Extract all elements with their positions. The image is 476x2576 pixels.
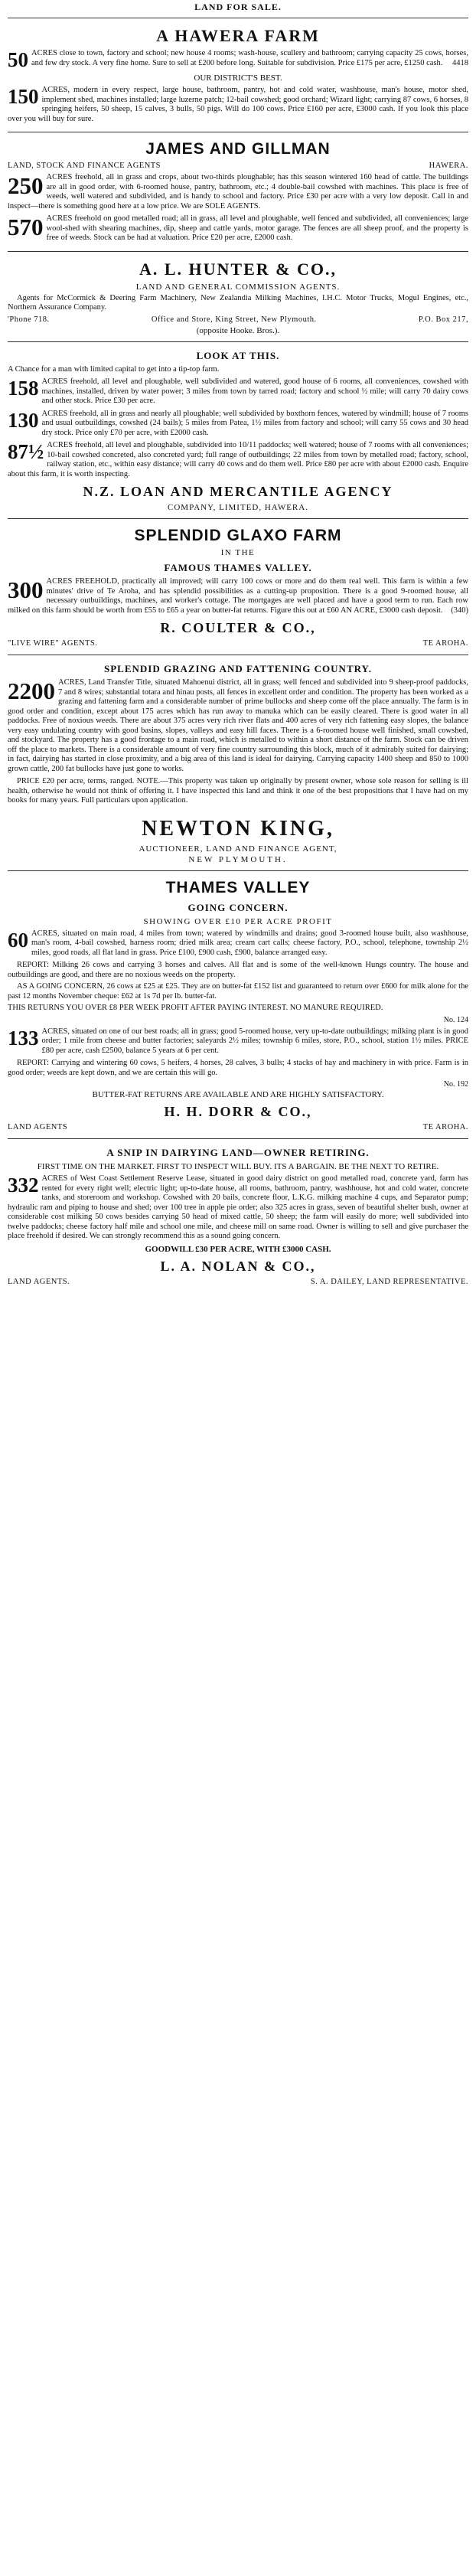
address-note: (opposite Hooke. Bros.). [196,325,280,335]
acreage-number: 570 [8,214,44,240]
listing-text: ACRES FREEHOLD, practically all improved; will carry 100 cows or more and do them real well. This farm is within a few minutes' drive of Te Aroha, and has splendid possibilities as a cutting-up proposition. There is a good 9-roomed house, all necessary outbuildings, machines, and worker's cottage. The mortgages are well placed and have a good term to run. Each row milked on this farm should be worth from £55 to £65 a year on butter-fat returns. Figure this out at £60 AN ACRE, £3000 cash deposit. [8,577,468,615]
sub-heading: OUR DISTRICT'S BEST. [194,73,282,83]
agent-row [8,1278,468,1286]
listing-text: ACRES freehold on good metalled road; all in grass, all level and ploughable, well fenced and subdivided, all conveniences; large wool-shed with shearing machines, dip, sheep and cattle yards, motor garage. The fences are all sheep proof, and the property is free of weeds. Stock can be had at valuation. Price £20 per acre, £2000 cash. [46,214,468,242]
listing [8,173,468,211]
agent-subtitle: LAND, STOCK AND FINANCE AGENTS [8,162,161,170]
butter-fat-note: BUTTER-FAT RETURNS ARE AVAILABLE AND ARE HIGHLY SATISFACTORY. [92,1090,384,1099]
acreage-number: 250 [8,172,44,199]
look-at-this-ad [8,342,468,520]
ad-subtitle: IN THE [220,548,256,557]
listing [8,929,468,958]
ad-title: THAMES VALLEY [165,878,311,896]
ad-intro: FIRST TIME ON THE MARKET. FIRST TO INSPECT WILL BUY. ITS A BARGAIN. BE THE NEXT TO RETIRE. [37,1162,439,1171]
agent-name: NEWTON KING, [142,816,334,841]
acreage-number: 130 [8,408,39,432]
acreage-number: 2200 [8,677,55,704]
agent-town: TE AROHA. [422,639,468,648]
acreage-number: 300 [8,576,44,603]
listing-ref: No. 192 [443,1080,468,1089]
agent-tagline: "LIVE WIRE" AGENTS. [8,639,98,648]
ad-subtitle: FAMOUS THAMES VALLEY. [164,562,312,573]
acreage-number: 150 [8,85,39,108]
ad-title: SPLENDID GRAZING AND FATTENING COUNTRY. [104,663,372,674]
listing [8,377,468,406]
agent-label: LAND AGENTS [8,1123,68,1131]
agency-name: N.Z. LOAN AND MERCANTILE AGENCY [83,484,393,499]
ad-tagline: SHOWING OVER £10 PER ACRE PROFIT [143,916,333,926]
ad-title: LOOK AT THIS. [196,349,280,361]
listing [8,49,468,70]
agent-town: HAWERA. [429,162,468,170]
office-address: Office and Store, King Street, New Plymouth. [151,315,317,324]
listing-text: ACRES freehold, all in grass and nearly all ploughable; well subdivided by boxthorn fences, watered by windmill; house of 7 rooms and usual outbuildings, cowshed (24 bails); 5 miles from Patea, 1½ miles from factory and school; will carry 55 cows and 30 head dry stock. Price only £70 per acre, with £2000 cash. [41,409,468,437]
ad-intro: A Chance for a man with limited capital to get into a tip-top farm. [8,364,220,374]
phone-number: 'Phone 718. [8,315,50,324]
ad-title: A SNIP IN DAIRYING LAND—OWNER RETIRING. [106,1147,370,1158]
agent-town: TE AROHA. [422,1123,468,1131]
agent-name: R. COULTER & CO., [160,620,316,635]
contact-row [8,315,468,324]
listing-ref: No. 124 [443,1015,468,1024]
listing [8,678,468,774]
listing-text: ACRES freehold, all in grass and crops, about two-thirds ploughable; has this season wintered 160 head of cattle. The buildings are all in good order, with 6-roomed house, pantry, bathroom, etc.; 4 double-bail cowshed with machines. This place is free of weeds, well watered and subdivided, and is handy to school and factory. Price £30 per acre with a very low deposit. Call in and inspect—there is something good here at a low price. We are SOLE AGENTS. [8,173,468,211]
agent-row [8,1123,468,1131]
acreage-number: 87½ [8,440,44,463]
listing-text: ACRES freehold, all level and ploughable, well subdivided and watered, good house of 6 rooms, all conveniences, cowshed with machines, installed, driven by water power; 3 miles from town by tarred road; factory and school ½ mile; will carry 70 dairy cows and other stock. Price £30 per acre. [41,377,468,405]
agent-representative: S. A. DAILEY, LAND REPRESENTATIVE. [310,1277,468,1286]
listing-report: REPORT: Carrying and wintering 60 cows, 5 heifers, 4 horses, 28 calves, 3 bulls; 4 stacks of hay and machinery in with price. Farm is in good order; weeds are kept down, and we are certain this will go. [8,1059,468,1077]
goodwill-terms: GOODWILL £30 PER ACRE, WITH £3000 CASH. [145,1244,331,1254]
listing-report: REPORT: Milking 26 cows and carrying 3 horses and calves. All flat and is some of the well-known Hungs country. The house and outbuildings are good, and there are no noxious weeds on the property. [8,961,468,979]
ad-title: SPLENDID GLAXO FARM [134,527,342,544]
dairying-land-ad [8,1139,468,1293]
acreage-number: 50 [8,48,28,71]
listing [8,410,468,439]
grazing-country-ad [8,655,468,871]
listing-text: ACRES of West Coast Settlement Reserve Lease, situated in good dairy district on good metalled road, concrete yard, farm has rented for every right well; electric light; up-to-date house, all rooms, bathroom, pantry, washhouse, hot and cold water, concrete tanks, and storeroom and workshop. Cowshed with 20 bails, concrete floor, L.K.G. milking machine 4 cups, and Separator pump; hydraulic ram and piping to house and shed; over 100 tree in apple pie order; also 325 acres in grass, seven of beautiful shelter bush, owner at considerable cost milking 50 cows besides carrying 50 head of mixed cattle, 50 sheep; the farm will easily do more; well subdivided into twelve paddocks; cheese factory half mile and school one mile, and cheese mill on same road. Owner is willing to sell and give purchaser the place freehold if desired. We can strongly recommend this as a sound going concern. [8,1174,468,1240]
james-gillman-ad [8,132,468,252]
ad-title: A HAWERA FARM [156,26,320,45]
listing-text: ACRES, modern in every respect, large house, bathroom, pantry, hot and cold water, washhouse, man's house, motor shed, implement shed, machines installed; large luzerne patch; 12-bail cowshed; good orchard; Wizard light; carrying 87 cows, 6 horses, 8 springing heifers, 50 sheep, 15 calves, 3 bulls, 50 pigs. Will do 100 cows. Price £160 per acre, £3000 cash. If you look this place over you will buy for sure. [8,86,468,123]
listing [8,441,468,479]
hunter-ad [8,252,468,342]
listing-text: ACRES close to town, factory and school; new house 4 rooms; wash-house, scullery and bathroom; carrying capacity 25 cows, horses, and few dry stock. A very fine home. Sure to sell at £200 before long. Suitable for subdivision. Price £175 per acre, £1250 cash. [31,49,468,67]
agent-subtitle: AUCTIONEER, LAND AND FINANCE AGENT, [139,844,337,854]
listing-text: ACRES, situated on main road, 4 miles from town; watered by windmills and drains; good 3-roomed house built, also washhouse, man's room, 4-bail cowshed, harness room; dried milk area; cream cart calls; cheese factory, P.O., school, telephone, township 2½ miles, good roads, all flat land in grass. Price £100, £900 cash, £900, balance arranged easy. [31,929,468,957]
acreage-number: 133 [8,1026,39,1050]
listing-text: ACRES, situated on one of our best roads; all in grass; good 5-roomed house, very up-to-date outbuildings; milking plant is in good order; 1 mile from cheese and butter factories; saleyards 2½ miles; township 6 miles, store, P.O., school, station 1½ miles. PRICE £80 per acre, cash £2500, balance 5 years at 6 per cent. [41,1027,468,1055]
listing-text: ACRES, Land Transfer Title, situated Mahoenui district, all in grass; well fenced and subdivided into 9 sheep-proof paddocks, 7 and 8 wires; substantial totara and hinau posts, all fences in excellent order and condition. The property has been worked as a grazing and fattening farm and a considerable number of prime bullocks and sheep come off the place annually. The farm is in good order and condition, except about 175 acres which has run away to manuka which can be easily cleared. There is good water in all paddocks. Free of noxious weeds. There are about 375 acres very rich river flats and 400 acres of very rich fattening easy slopes, the balance very easy undulating country with good basins, slopes, valleys and easy hill faces. There is a 6-roomed house well finished, small cowshed, and stockyard. The property has a good frontage to a main road, which is metalled to within a short distance of the farm. Stock can be driven off the place to markets. There is a considerable amount of very fine country surrounding this block, much of it admirably suited for dairying; in fact, dairying has started in close proximity, and a big area of this land is ideal for dairying. Carrying capacity 1400 sheep and 850 to 1000 grown cattle, 200 fat bullocks have just gone to works. [8,678,468,773]
ad-subtitle: GOING CONCERN. [187,901,289,913]
listing [8,577,468,615]
agent-town: NEW PLYMOUTH. [188,854,288,864]
ad-title: A. L. HUNTER & CO., [139,259,337,279]
listing [8,214,468,243]
agency-subtitle: COMPANY, LIMITED, HAWERA. [168,503,308,512]
listing-ref: 4418 [452,58,468,67]
listing [8,1027,468,1056]
listing-ref: (340) [451,606,468,615]
ad-text: Agents for McCormick & Deering Farm Machinery, New Zealandia Milking Machines, I.H.C. Motor Trucks, Mogul Engines, etc., Northern Assurance Company. [8,293,468,312]
thames-valley-ad [8,871,468,1140]
listing [8,1174,468,1242]
listing-text: ACRES freehold, all level and ploughable, subdivided into 10/11 paddocks; well watered; house of 7 rooms with all conveniences; 10-bail cowshed concreted, also concreted yard; full range of outbuildings; 22 miles from town by metalled road; factory, school, railway station, etc., within easy distance; will carry 40 cows and do them well. Price £80 per acre with about £2000 cash. Enquire about this farm, it is worth inspecting. [8,441,468,478]
section-header: LAND FOR SALE. [8,0,468,18]
listing-price: PRICE £20 per acre, terms, ranged. NOTE.—This property was taken up originally by present owner, whose sole reason for selling is ill health, otherwise he would not think of offering it. I have inspected this land and think it one of the best propositions that I have had on my books for many years. Full particulars upon application. [8,777,468,805]
agent-row [8,639,468,648]
acreage-number: 158 [8,377,39,400]
agent-label: LAND AGENTS. [8,1277,70,1286]
acreage-number: 60 [8,928,28,952]
ad-title: JAMES AND GILLMAN [145,140,331,158]
agent-subtitle-row [8,162,468,170]
hawera-farm-ad [8,18,468,132]
po-box: P.O. Box 217, [418,315,468,324]
listing [8,86,468,124]
agent-name: H. H. DORR & CO., [164,1104,312,1119]
listing-returns: THIS RETURNS YOU OVER £8 PER WEEK PROFIT AFTER PAYING INTEREST. NO MANURE REQUIRED. [8,1004,383,1012]
agent-name: L. A. NOLAN & CO., [160,1258,316,1274]
acreage-number: 332 [8,1174,39,1197]
agent-subtitle: LAND AND GENERAL COMMISSION AGENTS. [135,282,341,292]
glaxo-farm-ad [8,519,468,655]
listing-concern: AS A GOING CONCERN, 26 cows at £25 at £25. They are on butter-fat £152 list and guaranteed to return over £600 for milk alone for the past 12 months November cheque: £62 at 1s 7d per lb. butter-fat. [8,982,468,1001]
